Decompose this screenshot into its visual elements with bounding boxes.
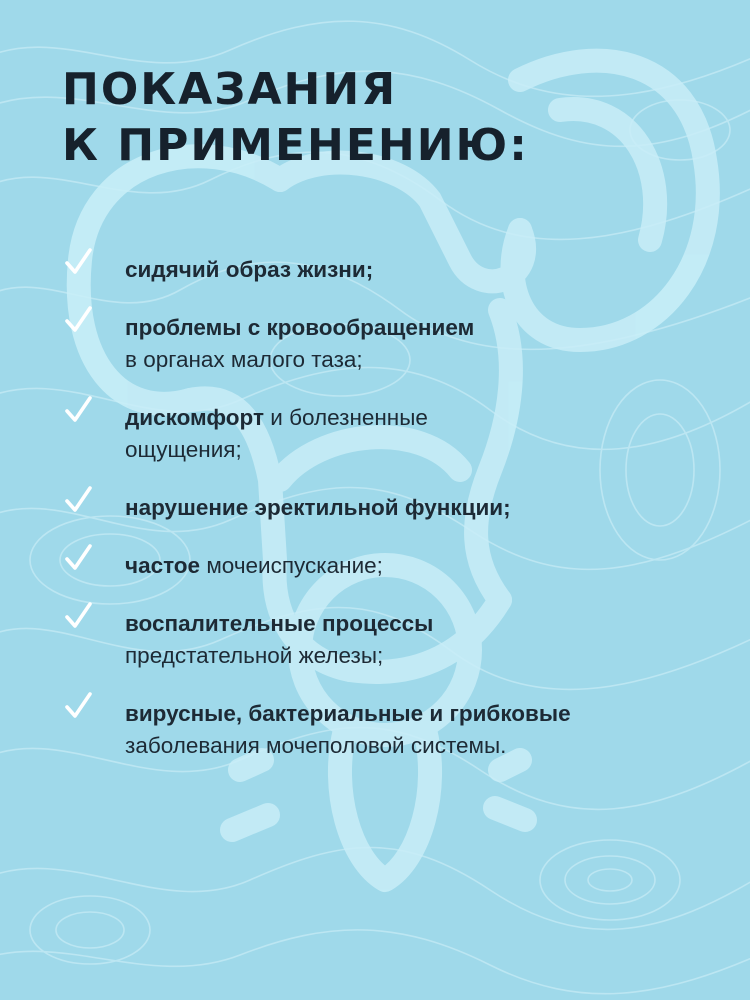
- item-line-1: [125, 550, 722, 582]
- item-line-1: [125, 492, 722, 524]
- check-icon: [62, 484, 94, 516]
- list-item: [62, 698, 722, 762]
- item-line-1: [125, 698, 722, 730]
- check-icon: [62, 394, 94, 426]
- list-item: [62, 550, 722, 582]
- page-title: [62, 62, 529, 174]
- item-line-1: [125, 254, 722, 286]
- item-line-2: ощущения;: [125, 437, 242, 462]
- check-icon: [62, 542, 94, 574]
- item-bold-text: дискомфорт: [125, 405, 264, 430]
- check-icon: [62, 246, 94, 278]
- list-item: [62, 492, 722, 524]
- check-icon: [62, 600, 94, 632]
- item-bold-text: нарушение эректильной функции;: [125, 495, 511, 520]
- item-bold-text: частое: [125, 553, 201, 578]
- check-icon: [62, 304, 94, 336]
- title-line-2: К ПРИМЕНЕНИЮ:: [62, 120, 529, 171]
- item-line-1: [125, 608, 722, 640]
- item-line-2: в органах малого таза;: [125, 347, 363, 372]
- list-item: [62, 608, 722, 672]
- item-bold-text: вирусные, бактериальные и грибковые: [125, 701, 571, 726]
- title-line-1: ПОКАЗАНИЯ: [62, 64, 398, 115]
- check-icon: [62, 690, 94, 722]
- list-item: [62, 254, 722, 286]
- list-item: [62, 312, 722, 376]
- item-line-1: [125, 402, 722, 434]
- item-regular-text: мочеиспускание;: [200, 553, 383, 578]
- item-bold-text: воспалительные процессы: [125, 611, 434, 636]
- item-regular-text: и болезненные: [264, 405, 428, 430]
- item-bold-text: сидячий образ жизни;: [125, 257, 374, 282]
- item-line-1: [125, 312, 722, 344]
- indications-list: [62, 254, 722, 762]
- item-bold-text: проблемы с кровообращением: [125, 315, 475, 340]
- list-item: [62, 402, 722, 466]
- item-line-2: заболевания мочеполовой системы.: [125, 733, 507, 758]
- item-line-2: предстательной железы;: [125, 643, 384, 668]
